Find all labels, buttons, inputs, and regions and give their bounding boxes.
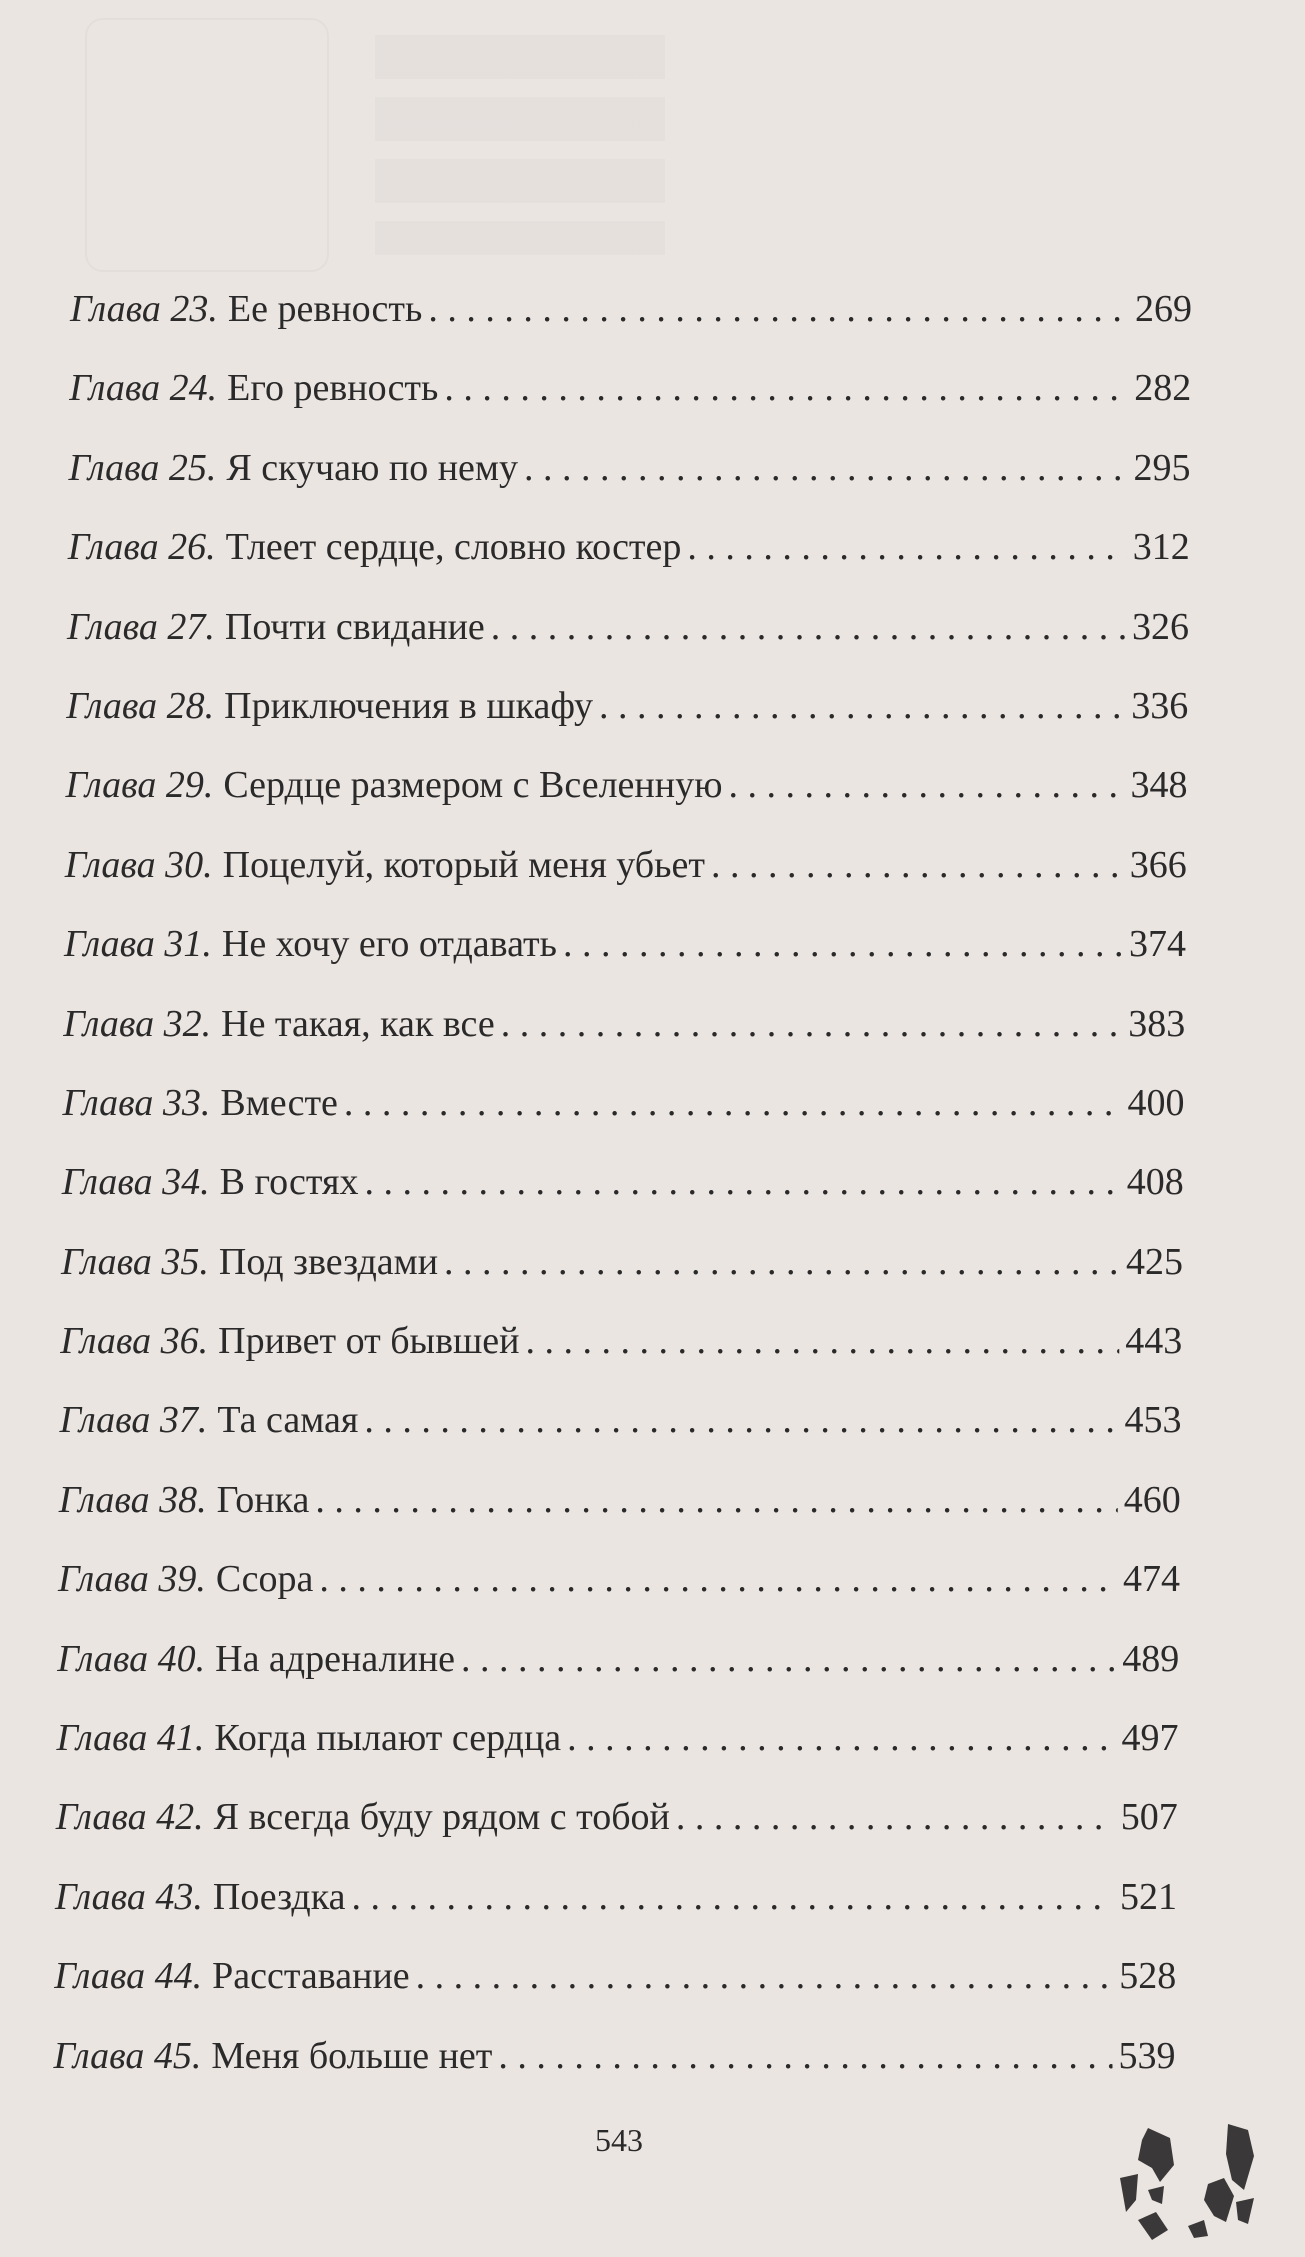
dot-leader [563, 921, 1123, 967]
chapter-title: Не такая, как все [221, 1002, 495, 1045]
toc-entry [69, 365, 1191, 444]
chapter-label: Глава 43. [55, 1875, 203, 1918]
chapter-label: Глава 33. [62, 1081, 211, 1124]
chapter-page: 312 [1132, 526, 1190, 569]
chapter-label: Глава 34. [61, 1161, 210, 1204]
dot-leader [498, 2033, 1112, 2079]
chapter-label: Глава 40. [57, 1637, 206, 1680]
chapter-label: Глава 25. [68, 446, 217, 489]
chapter-page: 269 [1135, 288, 1192, 330]
chapter-page: 374 [1129, 923, 1186, 966]
dot-leader [711, 842, 1124, 888]
chapter-label: Глава 44. [54, 1955, 203, 1998]
toc-entry [57, 1715, 1179, 1794]
chapter-page: 408 [1126, 1161, 1184, 1204]
chapter-title: Ссора [215, 1558, 314, 1601]
dot-leader [501, 1001, 1123, 1047]
chapter-label: Глава 30. [64, 843, 213, 886]
chapter-page: 460 [1123, 1478, 1181, 1521]
chapter-page: 383 [1128, 1002, 1186, 1045]
chapter-title: Меня больше нет [211, 2034, 493, 2077]
chapter-page: 425 [1126, 1240, 1183, 1283]
chapter-page: 528 [1119, 1955, 1177, 1998]
chapter-label: Глава 26. [67, 526, 216, 569]
toc-entry [67, 604, 1189, 683]
chapter-title: Сердце размером с Вселенную [223, 764, 723, 807]
chapter-title: Я скучаю по нему [226, 446, 518, 489]
page-number: 543 [595, 2122, 643, 2158]
chapter-label: Глава 41. [56, 1717, 205, 1760]
chapter-page: 507 [1120, 1796, 1178, 1839]
chapter-label: Глава 45. [53, 2034, 202, 2077]
chapter-page: 521 [1120, 1875, 1177, 1918]
chapter-page: 497 [1121, 1717, 1179, 1760]
chapter-page: 453 [1124, 1399, 1182, 1442]
chapter-label: Глава 42. [55, 1796, 204, 1839]
dot-leader [728, 762, 1124, 808]
toc-entry [61, 1239, 1183, 1318]
chapter-label: Глава 35. [61, 1240, 209, 1283]
toc-entry [63, 1001, 1185, 1080]
chapter-title: Под звездами [218, 1240, 439, 1283]
toc-entry [66, 683, 1188, 762]
dot-leader [315, 1477, 1117, 1523]
chapter-label: Глава 28. [66, 684, 215, 727]
toc-entry [69, 445, 1191, 524]
chapter-title: Его ревность [227, 367, 439, 410]
chapter-title: Поцелуй, который меня убьет [222, 843, 705, 886]
chapter-label: Глава 37. [59, 1399, 208, 1442]
chapter-page: 366 [1129, 843, 1187, 886]
chapter-label: Глава 29. [65, 764, 214, 807]
chapter-title: В гостях [219, 1161, 359, 1204]
chapter-label: Глава 31. [64, 923, 212, 966]
chapter-title: На адреналине [215, 1637, 456, 1680]
toc-entry [62, 1159, 1184, 1238]
toc-entry [64, 921, 1186, 1000]
chapter-title: Я всегда буду рядом с тобой [213, 1796, 670, 1839]
chapter-label: Глава 24. [69, 367, 218, 410]
toc-entry [60, 1397, 1182, 1476]
table-of-contents [53, 286, 1192, 2112]
chapter-label: Глава 27. [67, 605, 215, 648]
dot-leader [491, 604, 1126, 650]
chapter-page: 336 [1131, 684, 1189, 727]
toc-entry [59, 1477, 1181, 1556]
dot-leader [428, 286, 1129, 332]
bleed-through-text [375, 35, 665, 255]
chapter-title: Не хочу его отдавать [221, 923, 557, 966]
dot-leader [416, 1953, 1114, 1999]
chapter-title: Поездка [212, 1875, 346, 1918]
chapter-title: Приключения в шкафу [224, 684, 594, 727]
chapter-title: Гонка [216, 1478, 310, 1521]
toc-entry [68, 524, 1190, 603]
chapter-page: 443 [1125, 1320, 1183, 1363]
toc-entry [63, 1080, 1185, 1159]
bleed-through-image [85, 18, 329, 272]
toc-entry [70, 286, 1192, 365]
dot-leader [525, 1318, 1119, 1364]
chapter-page: 348 [1130, 764, 1188, 807]
chapter-title: Тлеет сердце, словно костер [225, 526, 682, 569]
publisher-logo-icon [1108, 2120, 1278, 2240]
chapter-page: 282 [1134, 367, 1192, 410]
dot-leader [444, 1239, 1120, 1285]
toc-entry [55, 1874, 1177, 1953]
chapter-title: Ее ревность [227, 288, 423, 330]
dot-leader [319, 1556, 1117, 1602]
dot-leader [461, 1636, 1116, 1682]
chapter-page: 474 [1123, 1558, 1180, 1601]
toc-entry [58, 1556, 1180, 1635]
dot-leader [444, 365, 1128, 411]
toc-entry [65, 842, 1187, 921]
chapter-label: Глава 39. [58, 1558, 206, 1601]
chapter-title: Расставание [212, 1955, 410, 1998]
chapter-title: Привет от бывшей [218, 1320, 520, 1363]
chapter-page: 489 [1122, 1637, 1180, 1680]
chapter-title: Та самая [217, 1399, 359, 1442]
chapter-label: Глава 23. [70, 288, 218, 330]
chapter-page: 295 [1133, 446, 1191, 489]
dot-leader [365, 1159, 1121, 1205]
chapter-page: 326 [1132, 605, 1189, 648]
dot-leader [524, 445, 1128, 491]
chapter-title: Почти свидание [224, 605, 485, 648]
dot-leader [567, 1715, 1115, 1761]
dot-leader [676, 1794, 1115, 1840]
toc-entry [54, 2033, 1176, 2112]
toc-entry [57, 1636, 1179, 1715]
dot-leader [344, 1080, 1122, 1126]
toc-entry [66, 762, 1188, 841]
chapter-page: 400 [1127, 1081, 1185, 1124]
toc-entry [60, 1318, 1182, 1397]
dot-leader [687, 524, 1126, 570]
dot-leader [352, 1874, 1114, 1920]
chapter-title: Когда пылают сердца [214, 1717, 562, 1760]
chapter-label: Глава 36. [60, 1320, 209, 1363]
dot-leader [364, 1397, 1118, 1443]
chapter-title: Вместе [220, 1081, 338, 1124]
dot-leader [599, 683, 1125, 729]
toc-entry [56, 1794, 1178, 1873]
toc-entry [54, 1953, 1176, 2032]
chapter-label: Глава 38. [58, 1478, 207, 1521]
chapter-page: 539 [1118, 2034, 1176, 2077]
chapter-label: Глава 32. [63, 1002, 212, 1045]
